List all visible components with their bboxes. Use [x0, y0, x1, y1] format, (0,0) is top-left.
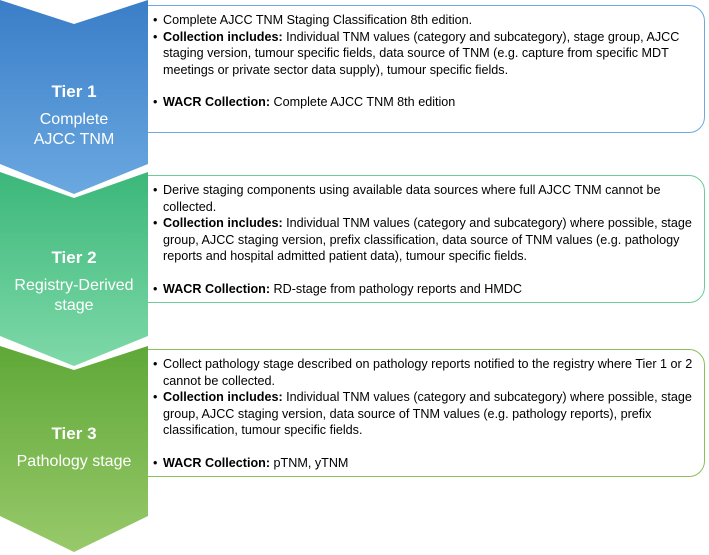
tier-3-wacr	[153, 455, 694, 472]
tier-3-wacr-label: WACR Collection:	[163, 455, 271, 470]
tier-2-box	[130, 175, 705, 303]
tier-2-subtitle: Registry-Derived stage	[14, 277, 134, 314]
tier-2-bullet-2	[153, 215, 694, 265]
tier-3-bullet-2	[153, 389, 694, 439]
tier-3-bullet-2-label: Collection includes:	[163, 390, 283, 404]
tier-1-wacr-label: WACR Collection:	[163, 95, 271, 109]
tier-3-wacr-text: pTNM, yTNM	[270, 455, 349, 470]
tier-2-title: Tier 2	[51, 248, 97, 267]
tier-2-wacr-label: WACR Collection:	[163, 281, 271, 296]
tier-2-label	[0, 248, 148, 316]
tier-1-bullet-2-label: Collection includes:	[163, 29, 283, 44]
tier-2-wacr	[153, 281, 694, 298]
tier-2-bullet-1	[153, 182, 694, 215]
tier-3-title: Tier 3	[51, 424, 97, 443]
tier-1-title: Tier 1	[51, 82, 97, 101]
tier-2-bullet-2-label: Collection includes:	[163, 216, 283, 230]
tier-2-bullet-1-text: Derive staging components using available data sources where full AJCC TNM cannot be collected.	[163, 183, 661, 214]
tier-2	[0, 172, 709, 372]
tier-2-bullet-2-text: Individual TNM values (category and subcategory) where possible, stage group, AJCC staging version, prefix classification, data source of TNM values (e.g. pathology reports and hospital admitted patient data), tumour specific fields.	[163, 216, 692, 263]
tier-1-bullet-1-text: Complete AJCC TNM Staging Classification 8th edition.	[163, 13, 473, 27]
tier-1-wacr-text: Complete AJCC TNM 8th edition	[270, 95, 456, 109]
tier-1-subtitle: Complete AJCC TNM	[33, 111, 115, 148]
tier-1	[0, 0, 709, 200]
tier-1-bullet-2	[153, 29, 694, 79]
tier-3-bullet-1	[153, 356, 694, 389]
tier-3-bullet-2-text: Individual TNM values (category and subcategory) where possible, stage group, AJCC staging version, data source of TNM values (e.g. pathology reports), prefix classification, tumour specific fields.	[163, 390, 692, 437]
tier-1-bullet-2-text: Individual TNM values (category and subcategory), stage group, AJCC staging version, tumour specific fields, data source of TNM (e.g. capture from specific MDT meetings or private sector data supply), tumour specific fields.	[163, 29, 680, 77]
tier-2-wacr-text: RD-stage from pathology reports and HMDC	[270, 281, 523, 296]
tier-3-bullet-1-text: Collect pathology stage described on pathology reports notified to the registry where Tier 1 or 2 cannot be collected.	[163, 357, 693, 388]
tier-1-bullet-1	[153, 12, 694, 29]
tier-3-box	[130, 349, 705, 477]
tier-3-label	[0, 424, 148, 472]
tier-1-wacr	[153, 94, 694, 111]
tier-1-label	[0, 82, 148, 150]
tier-1-box	[130, 5, 705, 133]
tier-3	[0, 346, 709, 555]
tier-3-subtitle: Pathology stage	[16, 453, 132, 470]
